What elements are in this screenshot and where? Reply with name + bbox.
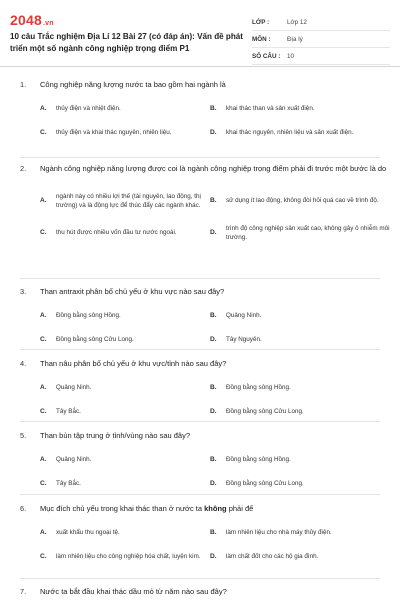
option-letter: C. (40, 480, 47, 488)
option-letter: B. (210, 312, 217, 320)
question-text: Ngành công nghiệp năng lượng được coi là ngành công nghiệp trọng điểm phải đi trước một bước là do (40, 164, 387, 173)
meta-key: SỐ CÂU : (252, 52, 281, 60)
option-letter: A. (40, 105, 47, 113)
meta-key: LỚP : (252, 18, 270, 26)
option-text: Đồng bằng sông Hồng. (226, 384, 291, 392)
option-text: làm nhiên liệu cho công nghiệp hóa chất, luyện kim. (56, 553, 201, 561)
logo-tail: .vn (42, 20, 54, 27)
option-text: khai thác nguyên, nhiên liệu và sản xuất điện. (226, 129, 354, 137)
question-head (0, 431, 400, 442)
question-number: 2. (20, 164, 27, 173)
header-divider (0, 66, 400, 67)
option-letter: A. (40, 312, 47, 320)
option-letter: B. (210, 529, 217, 537)
option-letter: C. (40, 336, 47, 344)
meta-value: Địa lý (287, 35, 303, 43)
option-b[interactable] (210, 304, 400, 328)
option-letter: A. (40, 197, 47, 205)
option-text: thủy điện và nhiệt điện. (56, 105, 121, 113)
option-text: Tây Nguyên. (226, 336, 262, 344)
question-divider (20, 421, 380, 422)
question-divider (20, 278, 380, 279)
option-d[interactable] (210, 545, 400, 569)
option-c[interactable] (40, 121, 210, 145)
option-text: Đồng bằng sông Cửu Long. (56, 336, 134, 344)
option-text: Quảng Ninh. (56, 384, 92, 392)
option-text: Quảng Ninh. (226, 312, 262, 320)
question-text: Nước ta bắt đầu khai thác dầu mỏ từ năm nào sau đây? (40, 587, 227, 596)
question-number: 4. (20, 359, 27, 368)
options (40, 448, 400, 496)
question-head (0, 80, 400, 91)
question-text (40, 504, 390, 515)
option-b[interactable] (210, 181, 400, 221)
option-letter: B. (210, 197, 217, 205)
question-text-after: phải để (226, 504, 254, 513)
option-text: trình độ công nghiệp sản xuất cao, không gây ô nhiễm môi trường. (226, 224, 390, 241)
option-text: làm chất đốt cho các hộ gia đình. (226, 553, 319, 561)
option-text: làm nhiên liệu cho nhà máy thủy điện. (226, 529, 332, 537)
option-d[interactable] (210, 221, 400, 245)
options (40, 376, 400, 424)
option-a[interactable] (40, 521, 210, 545)
question-divider (20, 349, 380, 350)
option-letter: A. (40, 456, 47, 464)
option-c[interactable] (40, 545, 210, 569)
question-2 (0, 164, 400, 245)
logo-text: 2048 (10, 12, 42, 28)
option-b[interactable] (210, 376, 400, 400)
option-text: ngành này có nhiều lợi thế (tài nguyên, lao động, thị trường) và là động lực để thúc đẩy các ngành khác. (56, 192, 201, 209)
meta-value: 10 (287, 52, 295, 60)
meta-value: Lớp 12 (287, 18, 307, 26)
option-text: Đồng bằng sông Cửu Long. (226, 408, 304, 416)
option-d[interactable] (210, 472, 400, 496)
question-text: Than antraxit phân bố chủ yếu ở khu vực nào sau đây? (40, 287, 225, 296)
option-letter: B. (210, 105, 217, 113)
option-text: xuất khẩu thu ngoại tệ. (56, 529, 120, 537)
option-letter: D. (210, 129, 217, 137)
option-letter: C. (40, 129, 47, 137)
option-text: sử dụng ít lao động, không đòi hỏi quá cao về trình độ. (226, 197, 379, 205)
option-letter: C. (40, 229, 47, 237)
option-letter: B. (210, 384, 217, 392)
option-d[interactable] (210, 121, 400, 145)
option-text: Tây Bắc. (56, 408, 81, 416)
meta-table (252, 14, 390, 65)
question-number: 5. (20, 431, 27, 440)
question-5 (0, 431, 400, 496)
option-letter: A. (40, 529, 47, 537)
option-text: thu hút được nhiều vốn đầu tư nước ngoài. (56, 229, 177, 237)
option-letter: C. (40, 408, 47, 416)
question-number: 6. (20, 504, 27, 513)
question-divider (20, 494, 380, 495)
site-logo[interactable] (10, 12, 54, 28)
option-text: Đồng bằng sông Hồng. (56, 312, 121, 320)
question-text: Than bùn tập trung ở tỉnh/vùng nào sau đây? (40, 431, 191, 440)
question-6 (0, 504, 400, 569)
option-text: thủy điện và khai thác nguyên, nhiên liệu. (56, 129, 172, 137)
option-c[interactable] (40, 472, 210, 496)
option-letter: A. (40, 384, 47, 392)
question-divider (20, 157, 380, 158)
question-head (0, 164, 400, 175)
question-number: 3. (20, 287, 27, 296)
option-a[interactable] (40, 376, 210, 400)
question-number: 1. (20, 80, 27, 89)
option-text: Quảng Ninh. (56, 456, 92, 464)
options (40, 181, 400, 245)
option-b[interactable] (210, 448, 400, 472)
option-a[interactable] (40, 304, 210, 328)
option-b[interactable] (210, 521, 400, 545)
question-head (0, 287, 400, 298)
question-number: 7. (20, 587, 27, 596)
question-divider (20, 578, 380, 579)
options (40, 97, 400, 145)
option-letter: C. (40, 553, 47, 561)
question-1 (0, 80, 400, 145)
question-7 (0, 587, 400, 598)
header (0, 0, 400, 66)
option-letter: D. (210, 408, 217, 416)
option-letter: D. (210, 229, 217, 237)
question-text-before: Mục đích chủ yếu trong khai thác than ở nước ta (40, 504, 205, 513)
question-3 (0, 287, 400, 352)
option-a[interactable] (40, 97, 210, 121)
option-c[interactable] (40, 221, 210, 245)
meta-row-subject (252, 31, 390, 48)
meta-row-count (252, 48, 390, 65)
document-title: 10 câu Trắc nghiệm Địa Lí 12 Bài 27 (có đáp án): Vấn đề phát triển một số ngành công nghiệp trọng điểm P1 (10, 32, 243, 53)
option-b[interactable] (210, 97, 400, 121)
option-text: Đồng bằng sông Cửu Long. (226, 480, 304, 488)
question-head (0, 359, 400, 370)
option-text: Tây Bắc. (56, 480, 81, 488)
option-text: khai thác than và sản xuất điện. (226, 105, 315, 113)
option-a[interactable] (40, 181, 210, 221)
question-text: Than nâu phân bố chủ yếu ở khu vực/tỉnh nào sau đây? (40, 359, 227, 368)
option-letter: B. (210, 456, 217, 464)
question-text-emphasis: không (204, 504, 227, 513)
question-head (0, 504, 400, 515)
question-4 (0, 359, 400, 424)
meta-row-class (252, 14, 390, 31)
option-letter: D. (210, 553, 217, 561)
option-text: Đồng bằng sông Hồng. (226, 456, 291, 464)
option-letter: D. (210, 336, 217, 344)
question-head (0, 587, 400, 598)
options (40, 521, 400, 569)
option-a[interactable] (40, 448, 210, 472)
options (40, 304, 400, 352)
option-letter: D. (210, 480, 217, 488)
meta-key: MÔN : (252, 35, 271, 43)
question-text: Công nghiệp năng lượng nước ta bao gồm hai ngành là (40, 80, 226, 89)
